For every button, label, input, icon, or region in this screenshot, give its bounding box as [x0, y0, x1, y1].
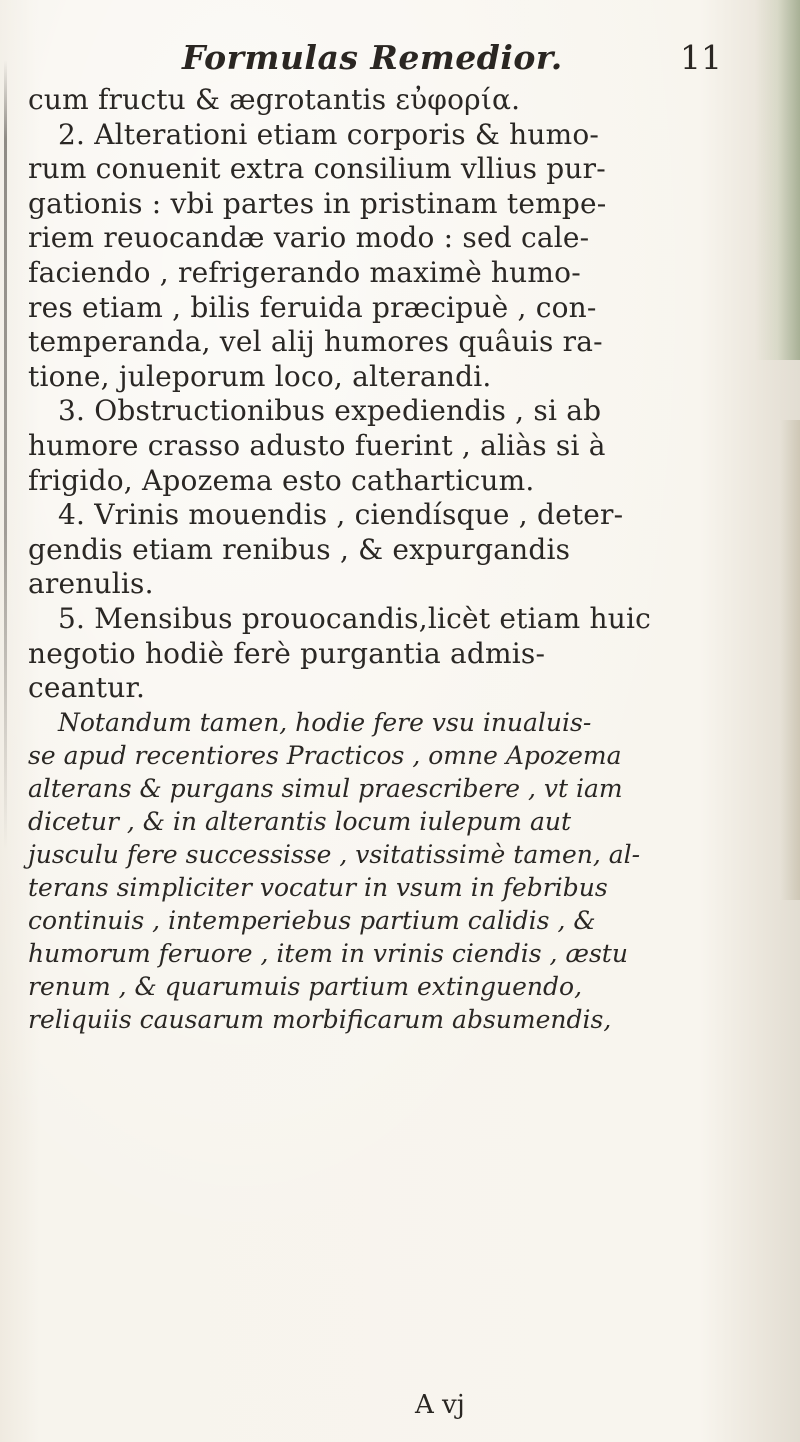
text-line: humore crasso adusto fuerint , aliàs si à	[28, 428, 606, 462]
note-line: continuis , intemperiebus partium calidis , &	[28, 905, 596, 935]
note-line: alterans & purgans simul praescribere , vt iam	[28, 773, 623, 803]
signature-mark: A vj	[415, 1390, 465, 1420]
text-line: rum conuenit extra consilium vllius pur-	[28, 152, 606, 186]
page-number: 11	[680, 38, 722, 77]
text-line: faciendo , refrigerando maximè humo-	[28, 255, 581, 289]
text-line: frigido, Apozema esto catharticum.	[28, 463, 535, 497]
text-line: riem reuocandæ vario modo : sed cale-	[28, 221, 590, 255]
page-header	[182, 38, 722, 86]
running-title: Formulas Remedior.	[182, 38, 563, 77]
gutter-shadow	[4, 60, 7, 850]
text-line: 5. Mensibus prouocandis,licèt etiam huic	[58, 601, 651, 635]
note-line: terans simpliciter vocatur in vsum in febribus	[28, 872, 608, 902]
note-line: humorum feruore , item in vrinis ciendis , æstu	[28, 938, 628, 968]
text-line: temperanda, vel alij humores quâuis ra-	[28, 325, 603, 359]
text-line: ceantur.	[28, 671, 146, 705]
text-line: negotio hodiè ferè purgantia admis-	[28, 636, 546, 670]
note-line: dicetur , & in alterantis locum iulepum aut	[28, 806, 571, 836]
text-line: tione, juleporum loco, alterandi.	[28, 359, 492, 393]
text-line: cum fructu & ægrotantis εὐφορία.	[28, 83, 521, 116]
page-edge-shadow	[780, 420, 800, 900]
note-line: renum , & quarumuis partium extinguendo,	[28, 971, 583, 1001]
text-line: 4. Vrinis mouendis , ciendísque , deter-	[58, 498, 624, 532]
text-line: arenulis.	[28, 567, 154, 601]
note-line: se apud recentiores Practicos , omne Apozema	[28, 740, 622, 770]
text-line: 3. Obstructionibus expediendis , si ab	[58, 394, 602, 428]
main-text	[28, 83, 728, 1036]
note-line: jusculu fere successisse , vsitatissimè tamen, al-	[28, 839, 641, 869]
text-line: res etiam , bilis feruida præcipuè , con-	[28, 290, 597, 324]
text-line: 2. Alterationi etiam corporis & humo-	[58, 117, 600, 151]
text-line: gendis etiam renibus , & expurgandis	[28, 532, 571, 566]
note-line: Notandum tamen, hodie fere vsu inualuis-	[58, 707, 592, 737]
page-edge-stain	[755, 0, 800, 360]
note-line: reliquiis causarum morbificarum absumendis,	[28, 1004, 612, 1034]
text-line: gationis : vbi partes in pristinam tempe-	[28, 186, 607, 220]
